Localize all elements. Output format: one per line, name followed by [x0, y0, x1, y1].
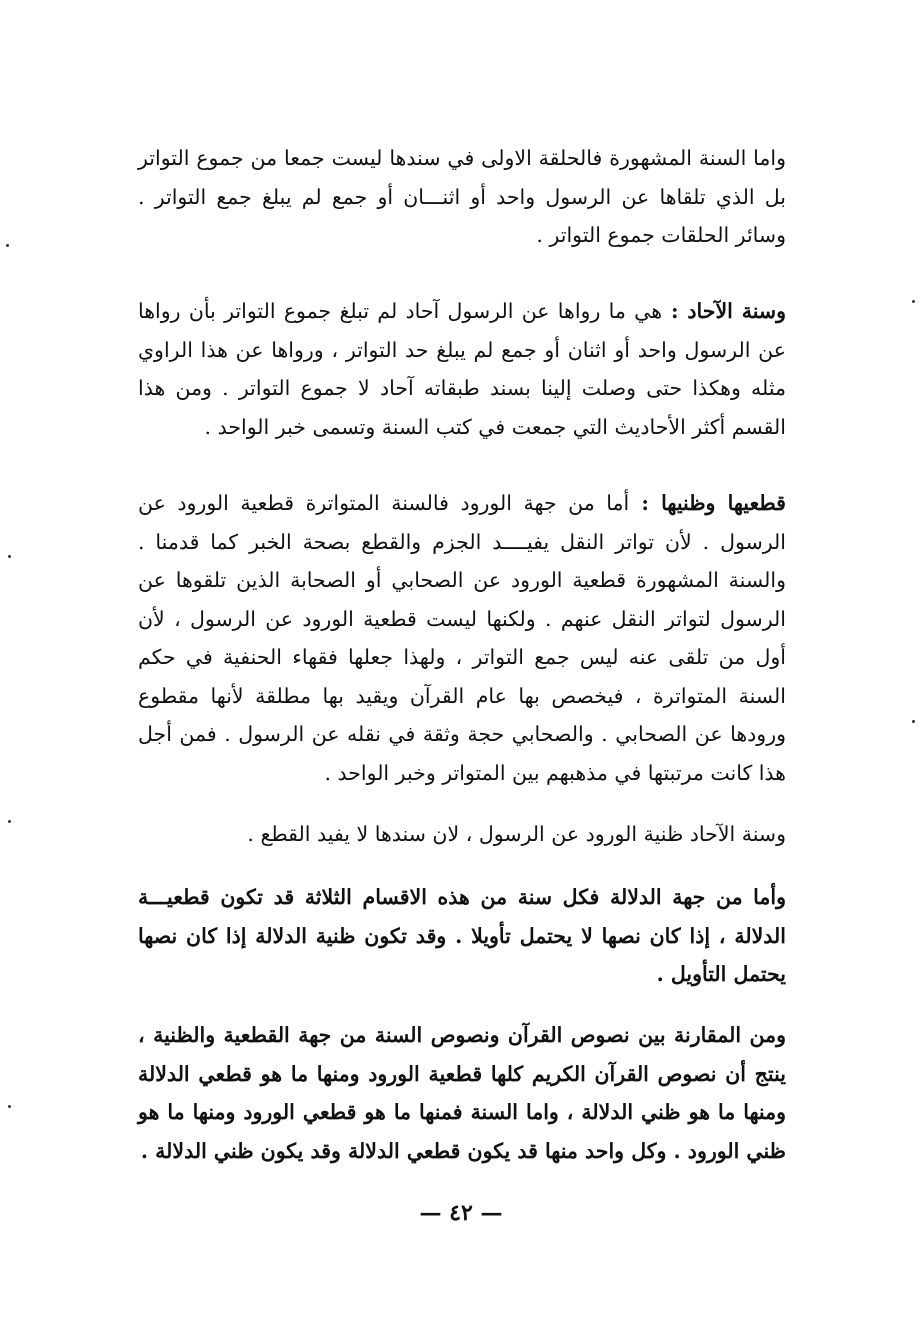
paragraph-comparison: [138, 1016, 786, 1170]
paragraph-ahad-zanniyya: [138, 815, 786, 854]
paragraph-text: واما السنة المشهورة فالحلقة الاولى في سندها ليست جمعا من جموع التواتر بل الذي تلقاها عن الرسول واحد أو اثنـــان أو جمع لم يبلغ جمع التواتر . وسائر الحلقات جموع التواتر .: [138, 146, 786, 247]
paragraph-text: وأما من جهة الدلالة فكل سنة من هذه الاقسام الثلاثة قد تكون قطعيـــة الدلالة ، إذا كان نصها لا يحتمل تأويلا . وقد تكون ظنية الدلالة إذا كان نصها يحتمل التأويل .: [138, 885, 786, 986]
paragraph-text: وسنة الآحاد ظنية الورود عن الرسول ، لان سندها لا يفيد القطع .: [247, 822, 786, 846]
paragraph-heading: وسنة الآحاد :: [662, 299, 786, 323]
scan-speck: [8, 555, 11, 558]
page-number: — ٤٢ —: [419, 1200, 503, 1226]
paragraph-qatiyya-zanniyya: [138, 484, 786, 792]
scan-speck: [8, 820, 11, 823]
paragraph-text: هي ما رواها عن الرسول آحاد لم تبلغ جموع التواتر بأن رواها عن الرسول واحد أو اثنان أو جمع لم يبلغ حد التواتر ، ورواها عن هذا الراوي مثله وهكذا حتى وصلت إلينا بسند طبقاته آحاد لا جموع التواتر . ومن هذا القسم أكثر الأحاديث التي جمعت في كتب السنة وتسمى خبر الواحد .: [138, 299, 786, 439]
scan-speck: [912, 720, 915, 723]
paragraph-text: أما من جهة الورود فالسنة المتواترة قطعية الورود عن الرسول . لأن تواتر النقل يفيــــد الجزم والقطع بصحة الخبر كما قدمنا . والسنة المشهورة قطعية الورود عن الصحابي أو الصحابة الذين تلقوها عن الرسول لتواتر النقل عنهم . ولكنها ليست قطعية الورود عن الرسول ، لأن أول من تلقى عنه ليس جمع التواتر ، ولهذا جعلها فقهاء الحنفية في حكم السنة المتواترة ، فيخصص بها عام القرآن ويقيد بها مطلقة لأنها مقطوع ورودها عن الصحابي . والصحابي حجة وثقة في نقله عن الرسول . فمن أجل هذا كانت مرتبتها في مذهبهم بين المتواتر وخبر الواحد .: [138, 491, 786, 785]
paragraph-ahad: [138, 292, 786, 446]
paragraph-text: ومن المقارنة بين نصوص القرآن ونصوص السنة من جهة القطعية والظنية ، ينتج أن نصوص القرآن الكريم كلها قطعية الورود ومنها ما هو قطعي الدلالة ومنها ما هو ظني الدلالة ، واما السنة فمنها ما هو قطعي الورود ومنها ما هو ظني الورود . وكل واحد منها قد يكون قطعي الدلالة وقد يكون ظني الدلالة .: [138, 1023, 786, 1163]
paragraph-heading: قطعيها وظنيها :: [629, 491, 786, 515]
paragraph-mashhura: [138, 139, 786, 255]
scan-speck: [912, 300, 915, 303]
paragraph-dalala: [138, 878, 786, 994]
scan-speck: [6, 244, 9, 247]
scan-speck: [8, 1105, 11, 1108]
